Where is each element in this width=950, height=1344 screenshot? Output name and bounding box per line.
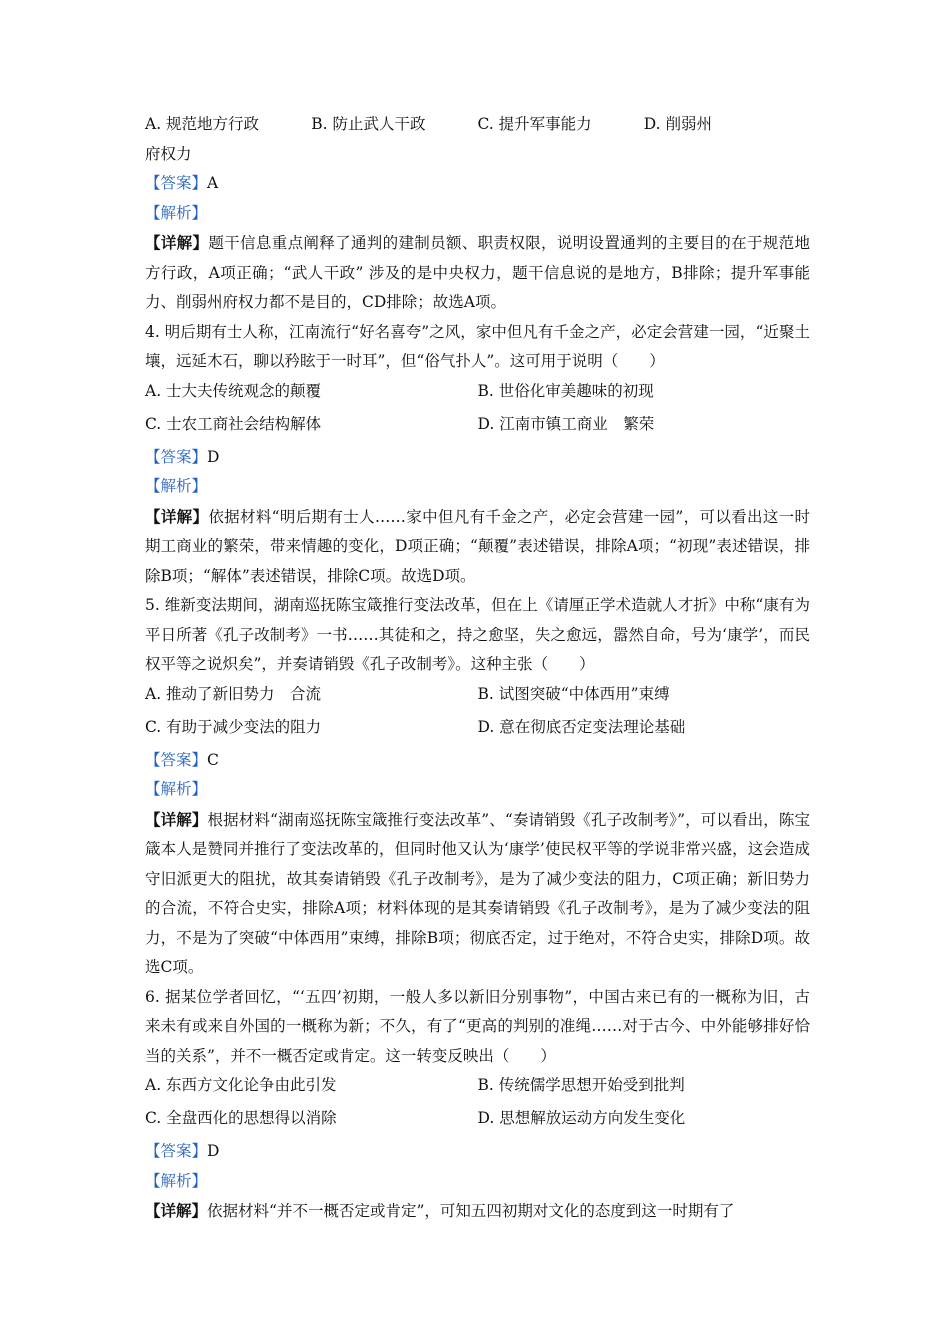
detail-text: 根据材料“湖南巡抚陈宝箴推行变法改革”、“奏请销毁《孔子改制考》”，可以看出，陈宝箴本人是赞同并推行了变法改革的，但同时他又认为‘康学’使民权平等的学说非常兴盛，这会造成守旧派更大的阻扰，故其奏请销毁《孔子改制考》，是为了减少变法的阻力，C项正确；新旧势力的合流，不符合史实，排除A项；材料体现的是其奏请销毁《孔子改制考》，是为了减少变法的阻力，不是为了突破“中体西用”束缚，排除B项；彻底否定，过于绝对，不符合史实，排除D项。故选C项。 — [145, 810, 810, 976]
answer-value: D — [207, 1142, 220, 1160]
q6-option-d: D. 思想解放运动方向发生变化 — [477, 1109, 686, 1127]
q5-option-b: B. 试图突破“中体西用”束缚 — [477, 684, 670, 703]
q4-stem: 4. 明后期有士人称，江南流行“好名喜夸”之风，家中但凡有千金之产，必定会营建一园，“近聚土壤，远延木石，聊以矜眩于一时耳”，但“俗气扑人”。这可用于说明（ ） — [145, 322, 810, 370]
q4-option-a: A. 士大夫传统观念的颠覆 — [145, 381, 322, 400]
q5-option-a: A. 推动了新旧势力 合流 — [145, 684, 322, 703]
q4-option-b: B. 世俗化审美趣味的初现 — [477, 381, 654, 400]
q4-options-row-1 — [145, 377, 810, 410]
detail-tag: 【详解】 — [145, 233, 209, 252]
answer-value: D — [207, 447, 220, 466]
detail-tag: 【详解】 — [145, 506, 209, 526]
q6-option-b: B. 传统儒学思想开始受到批判 — [477, 1076, 685, 1094]
q3-options — [145, 110, 810, 140]
q4-option-c: C. 士农工商社会结构解体 — [145, 414, 322, 433]
q5-option-c: C. 有助于减少变法的阻力 — [145, 717, 322, 736]
q4-options-row-2 — [145, 410, 810, 443]
answer-value: A — [207, 174, 219, 192]
analysis-tag: 【解析】 — [145, 780, 208, 798]
detail-tag: 【详解】 — [145, 1201, 208, 1220]
q5-options-row-1 — [145, 680, 810, 713]
answer-tag: 【答案】 — [145, 174, 208, 192]
q6-detail — [145, 1196, 810, 1227]
q3-option-d: D. 削弱州 — [643, 115, 712, 133]
document-page — [145, 110, 810, 1227]
answer-value: C — [207, 750, 219, 769]
q3-answer — [145, 169, 810, 199]
q6-option-a: A. 东西方文化论争由此引发 — [145, 1076, 337, 1094]
analysis-tag: 【解析】 — [145, 203, 208, 222]
detail-tag: 【详解】 — [145, 809, 208, 829]
q5-options-row-2 — [145, 713, 810, 746]
q6-options-row-2 — [145, 1104, 810, 1137]
q3-analysis-tag — [145, 199, 810, 229]
q3-detail — [145, 228, 810, 318]
detail-text: 依据材料“明后期有士人……家中但凡有千金之产，必定会营建一园”，可以看出这一时期工商业的繁荣，带来情趣的变化，D项正确；“颠覆”表述错误，排除A项；“初现”表述错误，排除B项；“解体”表述错误，排除C项。故选D项。 — [145, 507, 810, 585]
analysis-tag: 【解析】 — [145, 477, 208, 495]
q4-analysis-tag — [145, 472, 810, 502]
analysis-tag: 【解析】 — [145, 1171, 208, 1190]
q6-stem: 6. 据某位学者回忆，“‘五四’初期，一般人多以新旧分别事物”，中国古来已有的一概称为旧，古来未有或来自外国的一概称为新；不久，有了“更高的判别的准绳……对于古今、中外能够排好恰当的关系”，并不一概否定或肯定。这一转变反映出（ ） — [145, 987, 810, 1065]
q6-option-c: C. 全盘西化的思想得以消除 — [145, 1109, 337, 1127]
q5-analysis-tag — [145, 775, 810, 805]
q4-answer — [145, 443, 810, 473]
detail-text: 题干信息重点阐释了通判的建制员额、职责权限，说明设置通判的主要目的在于规范地方行政，A项正确；“武人干政” 涉及的是中央权力，题干信息说的是地方，B排除；提升军事能力、削弱州府权力都不是目的，CD排除；故选A项。 — [145, 234, 810, 311]
q5-answer — [145, 746, 810, 776]
q3-option-b: B. 防止武人干政 — [311, 115, 426, 133]
answer-tag: 【答案】 — [145, 1142, 208, 1160]
q5-detail — [145, 805, 810, 983]
q6-options-row-1 — [145, 1071, 810, 1104]
q5-stem: 5. 维新变法期间，湖南巡抚陈宝箴推行变法改革，但在上《请厘正学术造就人才折》中称“康有为平日所著《孔子改制考》一书……其徒和之，持之愈坚，失之愈远，嚣然自命，号为‘康学’，而民权平等之说炽矣”，并奏请销毁《孔子改制考》。这种主张（ ） — [145, 596, 810, 673]
q6-answer — [145, 1137, 810, 1167]
q3-option-a: A. 规范地方行政 — [145, 115, 260, 133]
q3-option-d-wrap: 府权力 — [145, 144, 192, 163]
q4-detail — [145, 502, 810, 592]
q3-option-c: C. 提升军事能力 — [477, 115, 592, 133]
q6-analysis-tag — [145, 1167, 810, 1197]
q4-option-d: D. 江南市镇工商业 繁荣 — [477, 414, 655, 433]
q5-option-d: D. 意在彻底否定变法理论基础 — [477, 717, 686, 736]
answer-tag: 【答案】 — [145, 750, 208, 769]
answer-tag: 【答案】 — [145, 447, 208, 466]
detail-text: 依据材料“并不一概否定或肯定”，可知五四初期对文化的态度到这一时期有了 — [207, 1202, 735, 1220]
